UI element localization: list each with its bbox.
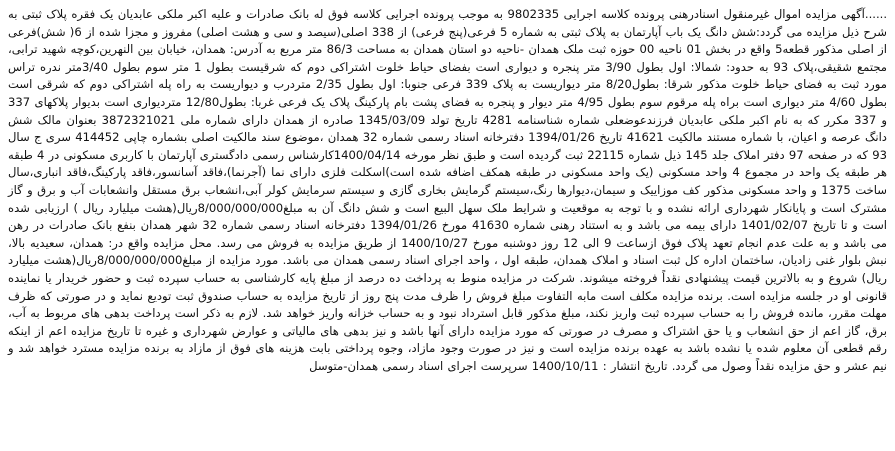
notice-body-paragraph	[8, 6, 887, 375]
notice-body-text: ......آگهی مزایده اموال غیرمنقول اسنادرهنی پرونده کلاسه اجرایی 9802335 به موجب پرونده اجرایی کلاسه فوق له بانک صادرات و علیه اکبر ملکی عابدیان یک فقره پلاک ثبتی به شرح ذیل مزایده می گردد:شش دانگ یک باب آپارتمان به پلاک ثبتی به شماره 5 فرعی(پنج فرعی) از 338 اصلی(سیصد و سی و هشت اصلی) مفروز و مجزا شده از 6( شش)فرعی از اصلی مذکور قطعه5 واقع در بخش 01 ناحیه 00 حوزه ثبت ملک همدان -ناحیه دو استان همدان به مساحت 86/3 متر مربع به آدرس: همدان، خیابان بین النهرین،کوچه شهید ترابی، مجتمع شقیقی،پلاک 93 به حدود: شمالا: اول بطول 3/90 متر پنجره و دیواری است بفضای حیاط خلوت اشتراکی دوم که شرقیست بطول 1 متر سوم بطول 3/40متر ندره تراس مورد ثبت به فضای حیاط خلوت مذکور شرقا: بطول8/20 متر دیواریست به پلاک 339 فرعی جنوبا: اول بطول 2/35 متردرب و دیواریست به راه پله اشتراکی دوم که شرقی است بطول 4/60 متر دیواری است براه پله مرقوم سوم بطول 4/95 متر دیوار و پنجره به فضای پشت بام پارکینگ پلاک یک فرعی غربا: بطول12/80 متردیواری است بدیوار پلاکهای 337 و 337 مکرر که به نام اکبر ملکی عابدیان فرزندعوضعلی شماره شناسنامه 4281 تاریخ تولد 1345/03/09 صادره از همدان دارای شماره ملی 3872321021 بعنوان مالک شش دانگ عرصه و اعیان، با شماره مستند مالکیت 41621 تاریخ 1394/01/26 دفترخانه اسناد رسمی شماره 32 همدان ،موضوع سند مالکیت اصلی بشماره چاپی 414452 سری ج سال 93 که در صفحه 97 دفتر املاک جلد 145 ذیل شماره 22115 ثبت گردیده است و طبق نظر مورخه 1400/04/14کارشناس رسمی دادگستری آپارتمان با کاربری مسکونی در 4 طبقه هر طبقه یک واحد در مجموع 4 واحد مسکونی (یک واحد مسکونی در طبقه همکف اضافه شده است)اسکلت فلزی دارای نما (آجرنما)،فاقد آسانسور،فاقد پارکینگ،فاقد انباری،سال ساخت 1375 و واحد مسکونی مذکور کف موزاییک و سیمان،دیوارها رنگ،سیستم گرمایش بخاری گازی و سیستم سرمایش کولر آبی،انشعاب برق مستقل وانشعابات آب و برق و گاز مشترک است و پایانکار شهرداری ارائه نشده و با توجه به موقعیت و شرایط ملک سهل البیع است و شش دانگ آن به مبلغ8/000/000/000ریال(هشت میلیارد ریال ) ارزیابی شده است و تا تاریخ 1401/02/07 دارای بیمه می باشد و به استناد رهنی شماره 41630 مورخ 1394/01/26 دفترخانه اسناد رسمی شماره 32 شهر همدان بنفع بانک صادرات در رهن می باشد و به علت عدم انجام تعهد پلاک فوق ازساعت 9 الی 12 روز دوشنبه مورخ 1400/10/27 از طریق مزایده به فروش می رسد. محل مزایده واقع در: همدان، سعیدیه بالا، نبش بلوار غنی زادیان، ساختمان اداره کل ثبت اسناد و املاک همدان، طبقه اول ، واحد اجرای اسناد رسمی همدان می باشد. مورد مزایده از مبلغ8/000/000/000ریال(هشت میلیارد ریال) شروع و به بالاترین قیمت پیشنهادی نقداً فروخته میشوند. شرکت در مزایده منوط به پرداخت ده درصد از مبلغ پایه کارشناسی به حساب سپرده ثبت و حضور خریدار یا نماینده قانونی او در جلسه مزایده است. برنده مزایده مکلف است مابه التفاوت مبلغ فروش را ظرف مدت پنج روز از تاریخ مزایده به حساب صندوق ثبت تودیع نماید و در صورتی که ظرف مهلت مقرر، مانده فروش را به حساب سپرده ثبت واریز نکند، مبلغ مذکور قابل استرداد نبود و به حساب خزانه واریز خواهد شد. لازم به ذکر است پرداخت بدهی های مربوط به آب، برق، گاز اعم از حق انشعاب و یا حق اشتراک و مصرف در صورتی که مورد مزایده دارای آنها باشد و نیز بدهی های مالیاتی و عوارض شهرداری و غیره تا تاریخ مزایده اعم از اینکه رقم قطعی آن معلوم شده یا نشده باشد به عهده برنده مزایده است و نیز در صورت وجود مازاد، وجوه پرداختی بابت هزینه های فوق از مازاد به برنده مزایده مسترد خواهد شد و نیم عشر و حق مزایده نقداً وصول می گردد. تاریخ انتشار : 1400/10/11	[7, 7, 888, 373]
notice-signature: سرپرست اجرای اسناد رسمی همدان-متوسل	[309, 358, 528, 373]
